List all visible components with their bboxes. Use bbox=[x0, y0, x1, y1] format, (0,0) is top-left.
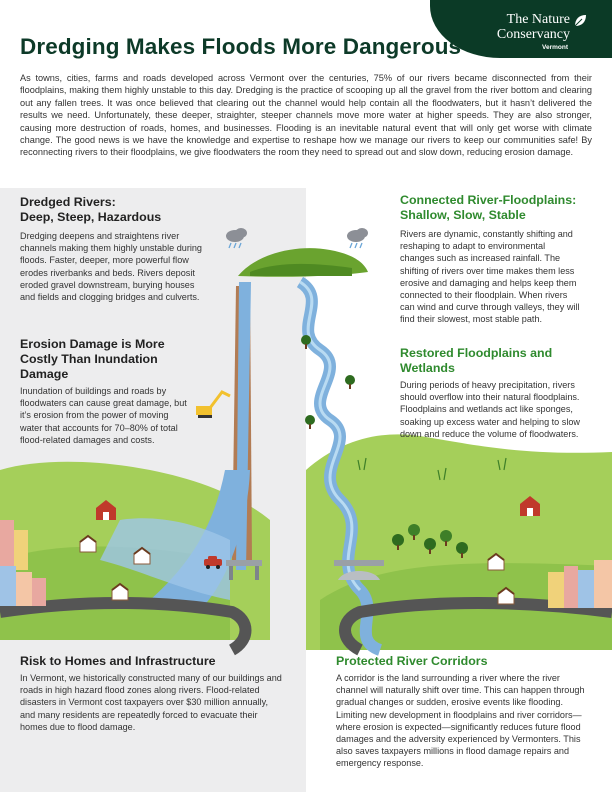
page-title: Dredging Makes Floods More Dangerous bbox=[20, 34, 462, 59]
rain-cloud-icon bbox=[347, 228, 368, 248]
intro-paragraph: As towns, cities, farms and roads developed across Vermont over the centuries, 75% of our rivers became disconnected from their floodplains, making them highly unstable to this day. Dredging is the practice of scooping up all the gravel from the river bottom and clearing out any fallen trees. It was once believed that clearing out the channel would help contain all the floodwaters, but it hasn’t delivered the results we need. Unfortunately, these deeper, straighter, steeper channels move more water at higher speeds. They are also stronger, causing more destruction of roads, homes, and businesses. Flooding is an inevitable natural event that will only get worse with climate change. The good news is we have the knowledge and expertise to reshape how we manage our rivers to keep our communities safe! By reconnecting rivers to their floodplains, we give floodwaters the room they need to spread out and slow down, reducing erosion damage. bbox=[20, 73, 592, 158]
restored-heading-line2: Wetlands bbox=[400, 361, 455, 375]
erosion-body: Inundation of buildings and roads by floodwaters can cause great damage, but it’s erosion from the power of moving water that accounts for 70–80% of total flood-related damages and costs. bbox=[20, 386, 187, 445]
excavator-icon bbox=[196, 392, 230, 418]
risk-body: In Vermont, we historically constructed many of our buildings and roads in high hazard flood zones along rivers. Flood-related disasters in Vermont cost taxpayers over $30 million annually, and many residents are repeatedly forced to evacuate their homes due to flood damage. bbox=[20, 673, 282, 732]
restored-body: During periods of heavy precipitation, rivers should overflow into their natural floodplains. Floodplains and wetlands act like sponges, soaking up excess water and helping to slow down and reduce the volume of floodwaters. bbox=[400, 380, 580, 439]
corridors-body: A corridor is the land surrounding a river where the river channel will naturally shift over time. This can happen through gradual changes or sudden, erosive events like flooding. Limiting new development in floodplains and river corridors—where erosion is expected—significantly reduces future flood damages and the adversity experienced by Vermonters. This also saves taxpayers millions in flood damage repairs and emergency response. bbox=[336, 673, 585, 769]
erosion-heading-line2: Costly Than Inundation bbox=[20, 352, 158, 366]
connected-heading-line2: Shallow, Slow, Stable bbox=[400, 208, 526, 222]
risk-heading: Risk to Homes and Infrastructure bbox=[20, 654, 216, 668]
dredged-heading-line1: Dredged Rivers: bbox=[20, 195, 116, 209]
connected-body: Rivers are dynamic, constantly shifting and reshaping to adapt to environmental changes such as increased rainfall. The shifting of rivers over time makes them less erosive and damaging and helps keep them connected to their floodplain. When rivers can wind and curve through valleys, they will find their slowest, most stable path. bbox=[400, 229, 580, 325]
rain-cloud-icon bbox=[226, 228, 247, 248]
erosion-heading-line3: Damage bbox=[20, 367, 69, 381]
logo-text-line1: The Nature bbox=[506, 12, 570, 27]
corridors-heading: Protected River Corridors bbox=[336, 654, 488, 668]
logo-state: Vermont bbox=[541, 44, 568, 51]
dredged-heading-line2: Deep, Steep, Hazardous bbox=[20, 210, 162, 224]
dredged-body: Dredging deepens and straightens river channels making them highly unstable during floods. Faster, deeper, more powerful flow erodes riverbanks and beds. Rivers deposit eroded gravel downstream, burying houses and fields and clogging bridges and culverts. bbox=[20, 231, 202, 303]
restored-heading-line1: Restored Floodplains and bbox=[400, 346, 553, 360]
connected-heading-line1: Connected River-Floodplains: bbox=[400, 193, 577, 207]
erosion-heading-line1: Erosion Damage is More bbox=[20, 337, 165, 351]
logo-text-line2: Conservancy bbox=[496, 27, 570, 42]
